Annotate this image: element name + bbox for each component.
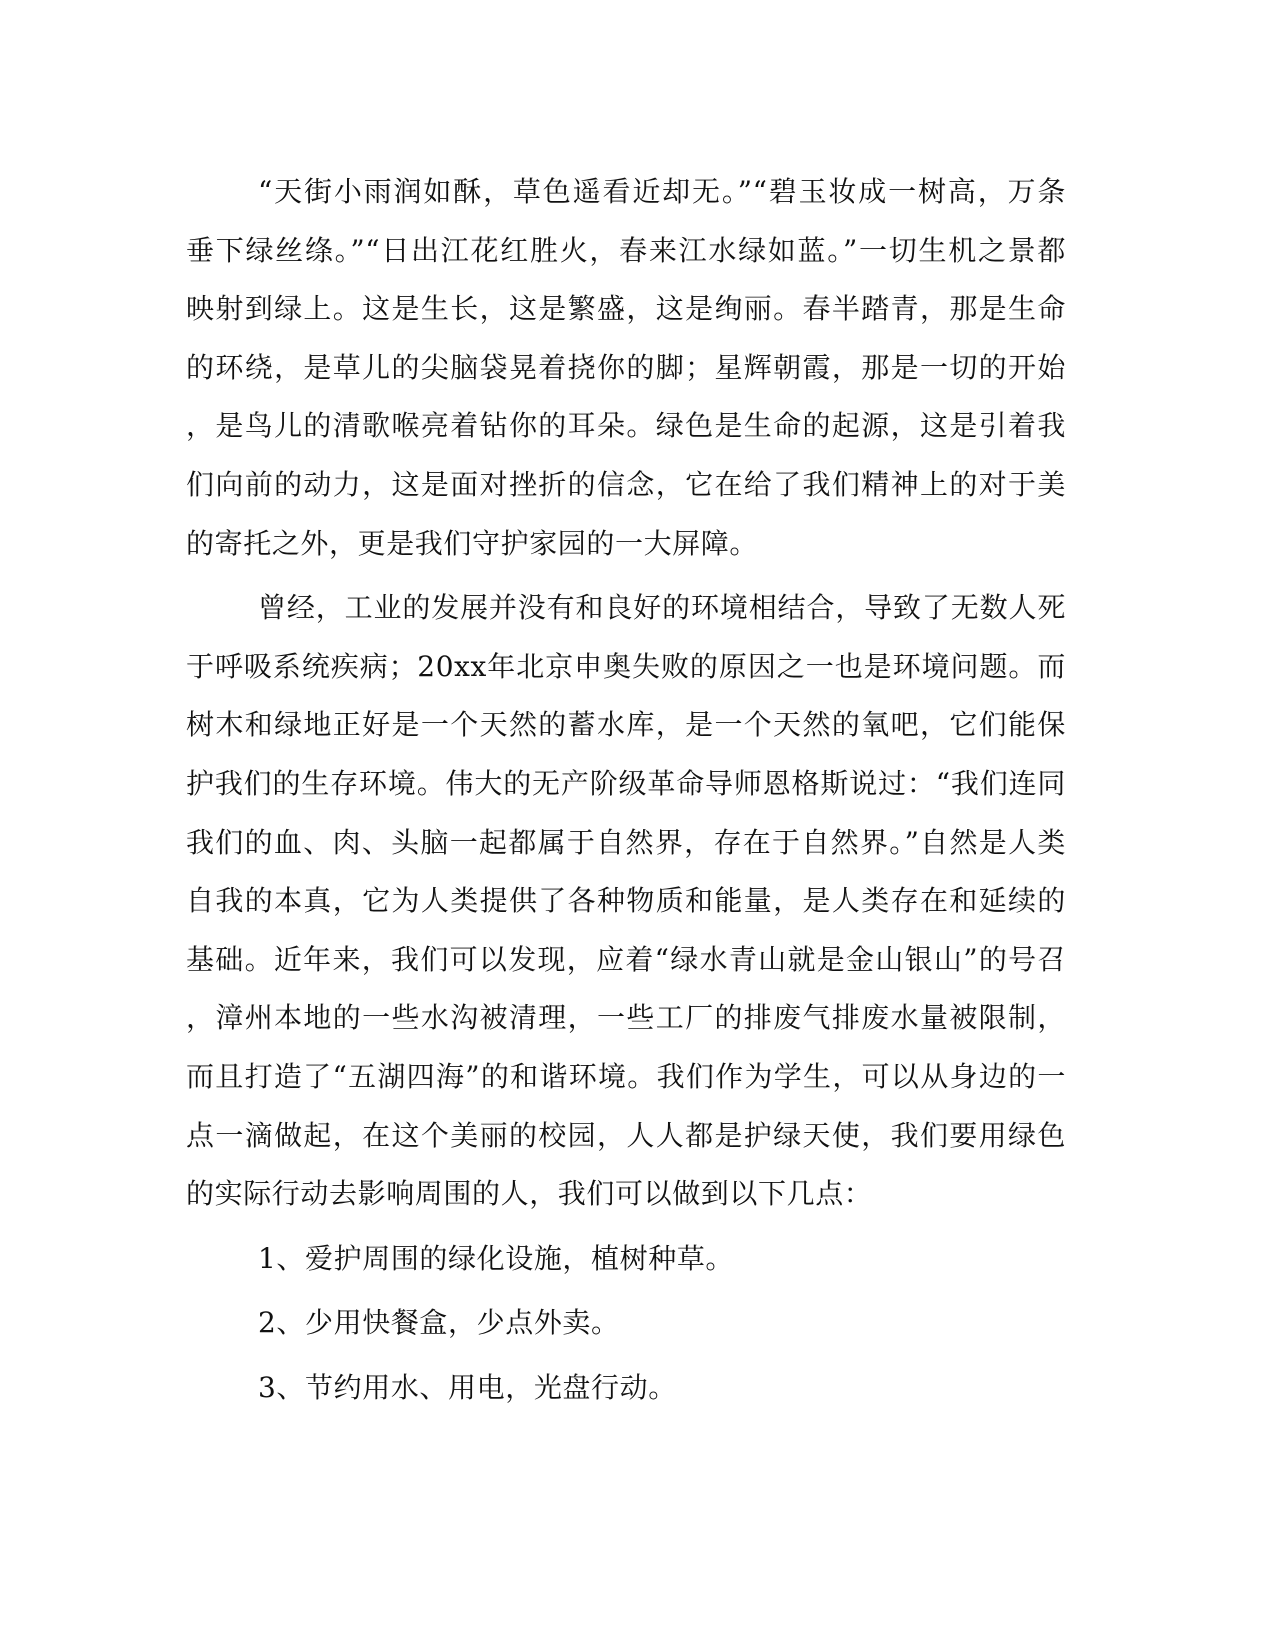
paragraph-line: 树木和绿地正好是一个天然的蓄水库，是一个天然的氧吧，它们能保 [186,708,1066,742]
paragraph-line: 护我们的生存环境。伟大的无产阶级革命导师恩格斯说过：“我们连同 [186,766,1066,800]
list-item: 3、节约用水、用电，光盘行动。 [258,1370,677,1404]
paragraph-line: 的寄托之外，更是我们守护家园的一大屏障。 [186,526,759,560]
paragraph-line: 我们的血、肉、头脑一起都属于自然界，存在于自然界。”自然是人类 [186,825,1066,859]
paragraph-2 [186,579,1066,1224]
paragraph-line: 于呼吸系统疾病；20xx年北京申奥失败的原因之一也是环境问题。而 [186,649,1066,683]
paragraph-line: 的实际行动去影响周围的人，我们可以做到以下几点： [186,1177,873,1211]
paragraph-line: 垂下绿丝绦。”“日出江花红胜火，春来江水绿如蓝。”一切生机之景都 [186,233,1066,267]
paragraph-line: ，漳州本地的一些水沟被清理，一些工厂的排废气排废水量被限制， [186,1001,1066,1035]
paragraph-line: 自我的本真，它为人类提供了各种物质和能量，是人类存在和延续的 [186,884,1066,918]
paragraph-line: 的环绕，是草儿的尖脑袋晃着挠你的脚；星辉朝霞，那是一切的开始 [186,350,1066,384]
paragraph-line: “天街小雨润如酥，草色遥看近却无。”“碧玉妆成一树高，万条 [258,175,1066,208]
paragraph-1 [186,163,1066,573]
paragraph-line: 点一滴做起，在这个美丽的校园，人人都是护绿天使，我们要用绿色 [186,1118,1066,1152]
numbered-list [186,1230,1066,1418]
list-item: 2、少用快餐盒，少点外卖。 [258,1306,620,1340]
paragraph-line: 们向前的动力，这是面对挫折的信念，它在给了我们精神上的对于美 [186,467,1066,501]
paragraph-line: 曾经，工业的发展并没有和良好的环境相结合，导致了无数人死 [258,591,1066,625]
paragraph-line: 基础。近年来，我们可以发现，应着“绿水青山就是金山银山”的号召 [186,942,1066,976]
paragraph-line: 映射到绿上。这是生长，这是繁盛，这是绚丽。春半踏青，那是生命 [186,292,1066,326]
paragraph-line: ，是鸟儿的清歌喉亮着钻你的耳朵。绿色是生命的起源，这是引着我 [186,409,1066,443]
paragraph-line: 而且打造了“五湖四海”的和谐环境。我们作为学生，可以从身边的一 [186,1059,1066,1093]
list-item: 1、爱护周围的绿化设施，植树种草。 [258,1241,735,1275]
document-body [186,163,1066,1417]
